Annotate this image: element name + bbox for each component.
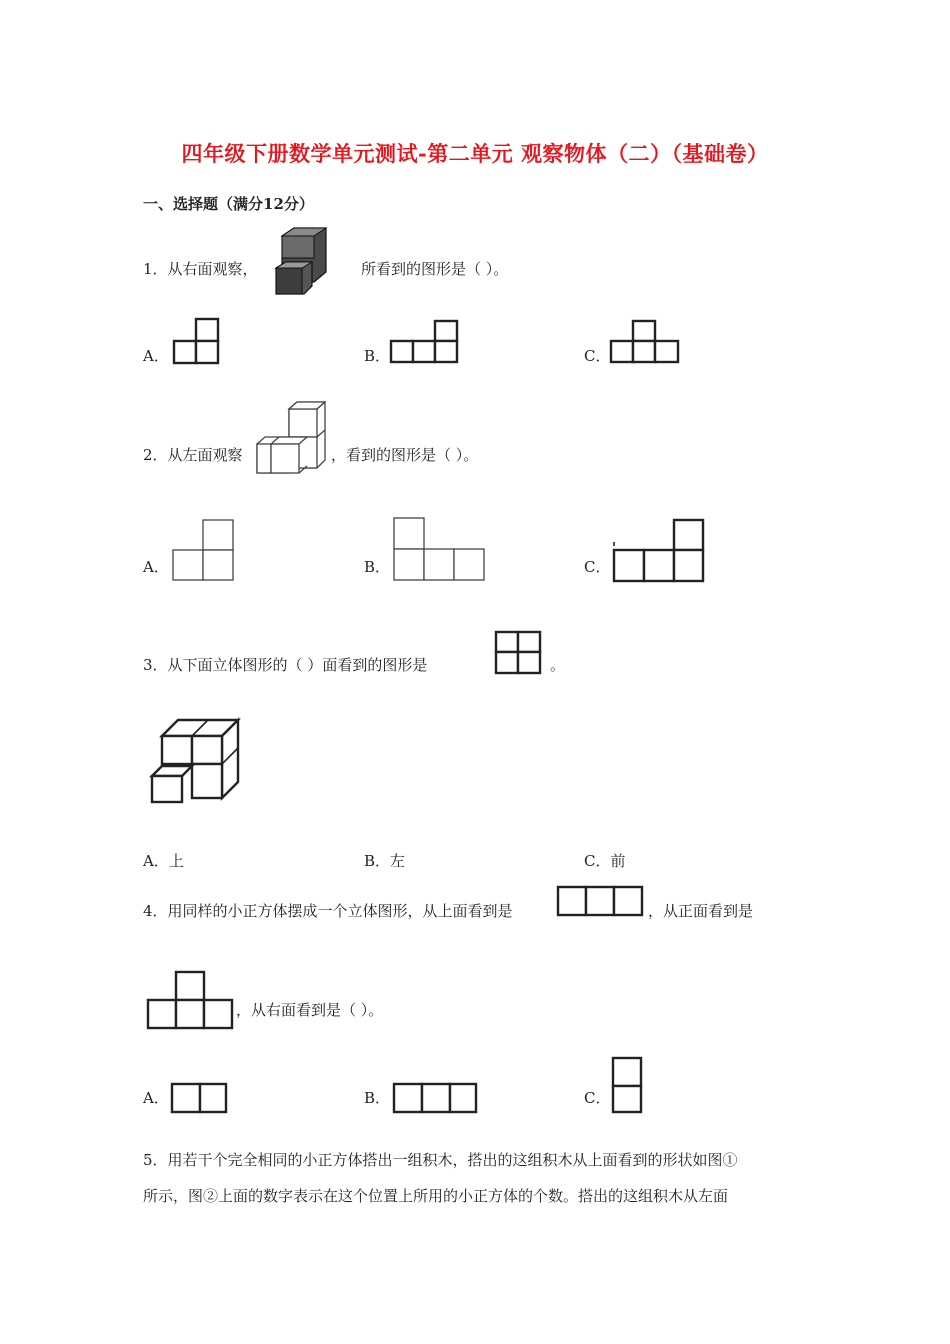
question-3-option-b[interactable]: B．左 [364,852,406,870]
question-2-solid-figure [255,400,327,476]
question-2-option-a[interactable]: A． [143,558,169,576]
question-1-option-c-figure [611,319,683,365]
question-2-text-before: 2．从左面观察 [143,446,243,464]
section-heading: 一、选择题（满分12分） [143,195,314,213]
question-1-solid-figure [272,226,330,296]
question-2-text-after: ，看到的图形是（ ）。 [331,446,479,464]
question-2-option-b-figure [393,517,489,583]
question-3-option-a[interactable]: A．上 [143,852,184,870]
question-4-text-line1-before: 4．用同样的小正方体摆成一个立体图形，从上面看到是 [143,902,513,920]
question-4-option-a[interactable]: A． [143,1089,169,1107]
question-4-option-a-figure [170,1082,230,1116]
question-3-option-c[interactable]: C．前 [584,852,626,870]
question-3-text-after: 。 [550,656,566,674]
question-3-answer-grid-figure [494,630,544,676]
question-5-text-line1: 5．用若干个完全相同的小正方体搭出一组积木，搭出的这组积木从上面看到的形状如图① [143,1151,738,1169]
question-4-option-c[interactable]: C． [584,1089,611,1107]
page-title: 四年级下册数学单元测试-第二单元 观察物体（二）（基础卷） [181,141,769,166]
question-1-option-b[interactable]: B． [364,347,391,365]
question-5-text-line2: 所示，图②上面的数字表示在这个位置上所用的小正方体的个数。搭出的这组积木从左面 [143,1187,729,1205]
question-1-option-a[interactable]: A． [143,347,169,365]
question-4-top-view-figure [556,885,646,919]
question-1-text-after: 所看到的图形是（ ）。 [361,260,509,278]
question-2-option-a-figure [172,519,238,583]
question-4-text-line1-after: ，从正面看到是 [648,902,754,920]
question-1-option-b-figure [391,319,461,365]
question-1-option-c[interactable]: C． [584,347,611,365]
question-2-option-b[interactable]: B． [364,558,391,576]
question-3-solid-figure [148,714,244,806]
question-3-text-before: 3．从下面立体图形的（ ）面看到的图形是 [143,656,428,674]
question-4-option-b-figure [392,1082,480,1116]
question-4-front-view-figure [146,970,236,1032]
question-4-text-line2-after: ，从右面看到是（ ）。 [236,1001,384,1019]
question-4-option-c-figure [611,1056,645,1116]
question-2-option-c-figure [611,518,707,584]
question-1-option-a-figure [172,317,222,367]
question-4-option-b[interactable]: B． [364,1089,391,1107]
question-2-option-c[interactable]: C． [584,558,611,576]
question-1-text-before: 1．从右面观察， [143,260,258,278]
